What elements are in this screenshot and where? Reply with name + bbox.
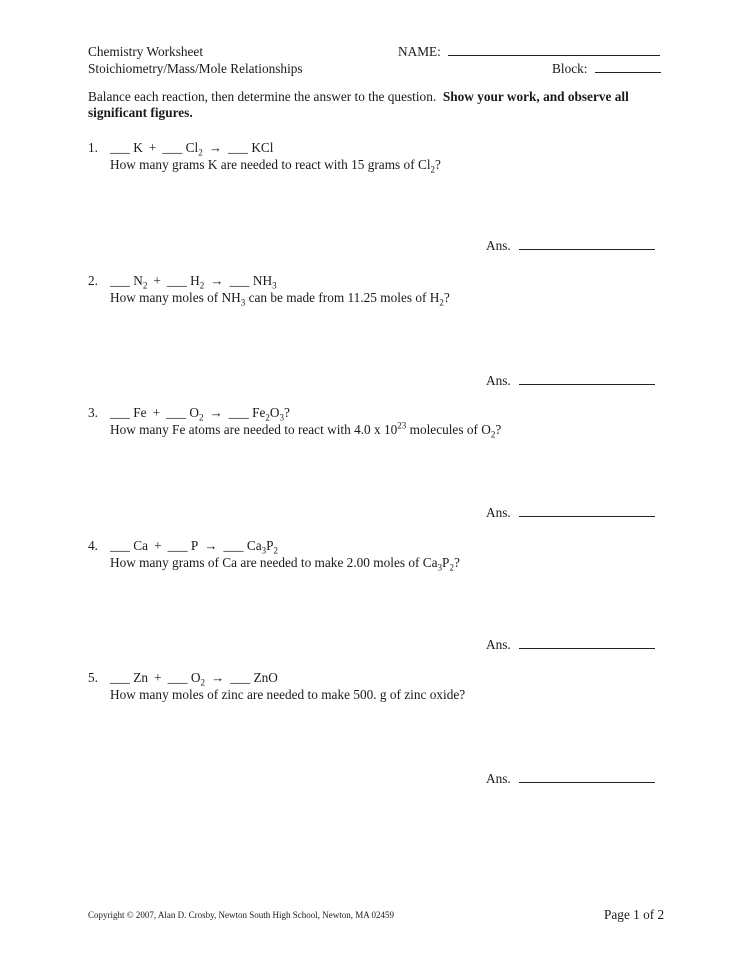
coefficient-blank[interactable]: ___ — [110, 538, 130, 553]
question-number: 1. — [88, 140, 98, 155]
text-segment: K — [133, 140, 143, 155]
plus-sign: + — [154, 670, 162, 685]
answer-field[interactable] — [486, 373, 655, 389]
answer-line[interactable] — [519, 515, 655, 517]
worksheet-subtitle: Stoichiometry/Mass/Mole Relationships — [88, 61, 303, 76]
chemical-equation — [110, 273, 283, 289]
answer-line[interactable] — [519, 781, 655, 783]
coefficient-blank[interactable]: ___ — [110, 405, 130, 420]
text-segment: KCl — [251, 140, 274, 155]
coefficient-blank[interactable]: ___ — [110, 140, 130, 155]
subscript: 3 — [240, 297, 246, 308]
page-number: Page 1 of 2 — [604, 907, 665, 922]
equation-term — [110, 140, 143, 155]
instructions-text: Balance each reaction, then determine the answer to the question. — [88, 89, 437, 104]
plus-sign: + — [152, 405, 161, 420]
text-segment: ZnO — [253, 670, 278, 685]
subscript: 2 — [449, 562, 454, 573]
answer-line[interactable] — [519, 383, 655, 385]
instructions — [88, 89, 648, 121]
arrow-icon: → — [209, 405, 223, 420]
answer-line[interactable] — [519, 647, 655, 649]
text-segment: can be made from 11.25 moles of H — [245, 290, 440, 305]
equation-term — [228, 140, 273, 155]
subscript: 2 — [439, 297, 444, 308]
coefficient-blank[interactable]: ___ — [110, 670, 130, 685]
plus-sign: + — [153, 273, 161, 288]
question-text — [110, 555, 460, 571]
text-segment: Fe — [252, 405, 266, 420]
subscript: 2 — [265, 412, 270, 423]
text-segment: Fe — [133, 405, 147, 420]
coefficient-blank[interactable]: ___ — [228, 140, 248, 155]
subscript: 3 — [261, 545, 267, 556]
arrow-icon: → — [210, 670, 225, 685]
text-segment: O — [269, 405, 280, 420]
block-label: Block: — [552, 61, 588, 76]
text-segment: How many Fe atoms are needed to react with 4.0 x 10 — [110, 422, 398, 437]
equation-term — [110, 405, 147, 420]
text-segment: ? — [453, 555, 460, 570]
text-segment: P — [266, 538, 274, 553]
coefficient-blank[interactable]: ___ — [167, 538, 188, 553]
answer-field[interactable] — [486, 238, 655, 254]
copyright: Copyright © 2007, Alan D. Crosby, Newton South High School, Newton, MA 02459 — [88, 910, 395, 920]
text-segment: N — [133, 273, 143, 288]
text-segment: How many grams K are needed to react with 15 grams of Cl — [110, 157, 431, 172]
coefficient-blank[interactable]: ___ — [162, 140, 183, 155]
question-text — [110, 290, 450, 306]
equation-term — [162, 140, 203, 158]
answer-label: Ans. — [486, 505, 511, 520]
name-label: NAME: — [398, 44, 441, 59]
text-segment: How many grams of Ca are needed to make 2.00 moles of Ca — [110, 555, 438, 570]
equation-term — [110, 538, 148, 553]
text-segment: Ca — [246, 538, 262, 553]
subscript: 2 — [198, 412, 204, 423]
subscript: 2 — [273, 545, 279, 556]
question-text — [110, 687, 465, 703]
text-segment: NH — [252, 273, 273, 288]
coefficient-blank[interactable]: ___ — [167, 670, 188, 685]
subscript: 2 — [198, 147, 203, 158]
answer-field[interactable] — [486, 637, 655, 653]
plus-sign: + — [148, 140, 157, 155]
chemical-equation — [110, 538, 284, 554]
text-segment: P — [190, 538, 199, 553]
subscript: 2 — [199, 280, 205, 291]
answer-label: Ans. — [486, 637, 511, 652]
chemical-equation — [110, 405, 296, 421]
subscript: 2 — [200, 677, 205, 688]
subscript: 3 — [272, 280, 277, 291]
equation-term — [229, 273, 277, 291]
coefficient-blank[interactable]: ___ — [229, 273, 250, 288]
name-line — [448, 54, 660, 56]
coefficient-blank[interactable]: ___ — [166, 405, 187, 420]
answer-label: Ans. — [486, 373, 511, 388]
answer-field[interactable] — [486, 771, 655, 787]
arrow-icon: → — [204, 538, 218, 553]
text-segment: O — [189, 405, 199, 420]
plus-sign: + — [154, 538, 162, 553]
equation-term — [228, 405, 290, 423]
text-segment: H — [190, 273, 200, 288]
text-segment: ? — [443, 290, 450, 305]
text-segment: ? — [283, 405, 290, 420]
text-segment: molecules of O — [406, 422, 491, 437]
arrow-icon: → — [210, 273, 224, 288]
answer-line[interactable] — [519, 248, 655, 250]
coefficient-blank[interactable]: ___ — [166, 273, 187, 288]
question-number: 4. — [88, 538, 98, 553]
equation-term — [166, 405, 204, 423]
answer-field[interactable] — [486, 505, 655, 521]
equation-term — [110, 273, 148, 291]
coefficient-blank[interactable]: ___ — [228, 405, 249, 420]
name-field[interactable] — [398, 44, 660, 60]
coefficient-blank[interactable]: ___ — [230, 670, 251, 685]
text-segment: Cl — [185, 140, 199, 155]
text-segment: Zn — [133, 670, 149, 685]
text-segment: Ca — [133, 538, 149, 553]
block-line — [595, 71, 661, 73]
question-number: 5. — [88, 670, 98, 685]
superscript: 23 — [397, 420, 407, 431]
text-segment: How many moles of NH — [110, 290, 241, 305]
answer-label: Ans. — [486, 238, 511, 253]
equation-term — [166, 273, 205, 291]
equation-term — [230, 670, 278, 685]
question-number: 2. — [88, 273, 98, 288]
question-text — [110, 422, 501, 438]
chemical-equation — [110, 140, 280, 156]
equation-term — [167, 670, 205, 688]
subscript: 2 — [142, 280, 148, 291]
subscript: 3 — [279, 412, 284, 423]
block-field[interactable] — [552, 61, 661, 77]
coefficient-blank[interactable]: ___ — [110, 273, 130, 288]
text-segment: How many moles of zinc are needed to make 500. g of zinc oxide? — [110, 687, 466, 702]
arrow-icon: → — [208, 140, 223, 155]
equation-term — [168, 538, 199, 553]
subscript: 2 — [490, 429, 496, 440]
subscript: 3 — [437, 562, 443, 573]
text-segment: P — [442, 555, 450, 570]
equation-term — [110, 670, 148, 685]
text-segment: ? — [495, 422, 502, 437]
question-text — [110, 157, 441, 173]
worksheet-title: Chemistry Worksheet — [88, 44, 204, 59]
coefficient-blank[interactable]: ___ — [223, 538, 244, 553]
answer-label: Ans. — [486, 771, 511, 786]
text-segment: ? — [435, 157, 441, 172]
equation-term — [223, 538, 279, 556]
question-number: 3. — [88, 405, 98, 420]
instructions-emphasis: Show your work, and observe all significant figures. — [88, 89, 629, 120]
text-segment: O — [190, 670, 201, 685]
subscript: 2 — [430, 164, 436, 175]
chemical-equation — [110, 670, 284, 686]
